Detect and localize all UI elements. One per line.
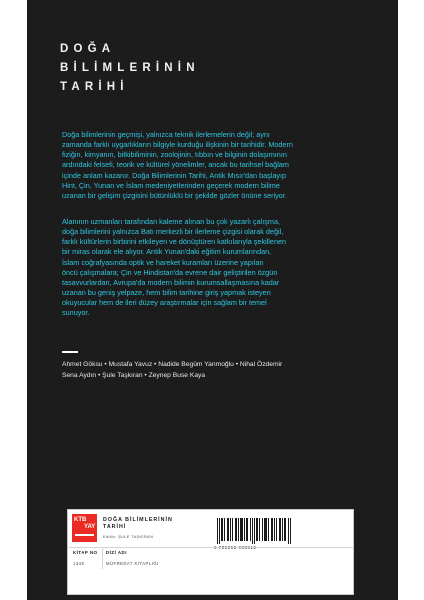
panel-title (103, 517, 173, 531)
kitap-no-label: KİTAP NO (73, 550, 98, 555)
text-line: uzanan bu geniş yelpaze, hem bilim tarihine giriş yapmak isteyen (62, 288, 271, 298)
text-line: tasavvurlardan, Avrupa'da modern bilimin kurumsallaşmasına kadar (62, 277, 280, 287)
logo-text: KTB (74, 517, 87, 523)
text-line: İslam coğrafyasında optik ve hareket kuramları üzerine yapılan (62, 257, 264, 267)
barcode (216, 518, 292, 544)
authors-line: Ahmet Göksu • Mustafa Yavuz • Nadide Begüm Yanmoğlu • Nihal Özdemir (62, 361, 283, 368)
panel-title-line: DOĞA BİLİMLERİNİN (103, 517, 173, 523)
text-line: doğa bilimlerini yalnızca Batı merkezli bir ilerleme çizgisi olarak değil, (62, 227, 284, 237)
book-title (60, 40, 360, 97)
authors-line: Sena Aydın • Şule Taşkıran • Zeynep Buse Kaya (62, 371, 206, 379)
description-paragraph-2 (62, 217, 366, 319)
text-line: okuyucular hem de ileri düzey araştırmalar için sağlam bir temel (62, 298, 267, 308)
publisher-logo (72, 514, 97, 542)
text-line: uzanan bir gelişim çizgisini bütünlüklü bir şekilde gözler önüne seriyor. (62, 190, 287, 200)
back-cover (27, 0, 398, 600)
text-line: Doğa bilimlerinin geçmişi, yalnızca teknik ilerlemelerin değil; aynı (62, 130, 270, 139)
title-line: BİLİMLERİNİN (60, 62, 200, 74)
text-line: bir miras olarak ele alıyor. Antik Yunan'daki eğitim kurumlarından, (62, 247, 272, 257)
logo-text: YAY (84, 524, 96, 530)
text-line: fiziğin, kimyanın, bitkibiliminin, zoolojinin, tıbbın ve bilginin dolaşımının (62, 150, 287, 160)
description-paragraph-1 (62, 130, 366, 201)
logo-bar (75, 534, 94, 536)
panel-title-line: TARİHİ (103, 524, 127, 530)
publisher-label-panel (67, 509, 354, 595)
text-line: sunuyor. (62, 308, 90, 318)
title-line: TARİHİ (60, 81, 129, 93)
authors-list (62, 360, 372, 381)
dizi-adi-label: DİZİ ADI (106, 550, 127, 555)
panel-divider (68, 547, 353, 548)
kitap-no-value: 1349 (73, 561, 85, 566)
divider (62, 351, 78, 353)
text-line: Alanının uzmanları tarafından kaleme alınan bu çok yazarlı çalışma, (62, 217, 281, 226)
panel-divider (102, 548, 103, 569)
text-line: öncü çalışmalara; Çin ve Hindistan'da evrene dair geliştirilen özgün (62, 267, 278, 277)
title-line: DOĞA (60, 43, 116, 55)
text-line: farklı kültürlerin birbirini etkileyen ve dönüştüren katkılarıyla şekillenen (62, 237, 287, 247)
text-line: içinde anlam kazanır. Doğa Bilimlerinin Tarihi, Antik Mısır'dan başlayıp (62, 170, 287, 180)
panel-editor: Editör: ŞULE TAŞKIRAN (103, 534, 154, 539)
text-line: ardındaki felsefi, teorik ve kültürel yönelimler, ancak bu tarihsel bağlam (62, 160, 289, 170)
text-line: Hint, Çin, Yunan ve İslam medeniyetlerinden geçerek modern bilime (62, 180, 280, 190)
dizi-adi-value: MÜFREDAT KİTAPLIĞI (106, 561, 159, 566)
text-line: zamanda farklı uygarlıkların bilgiyle kurduğu ilişkinin bir tarihidir. Modern (62, 140, 293, 150)
